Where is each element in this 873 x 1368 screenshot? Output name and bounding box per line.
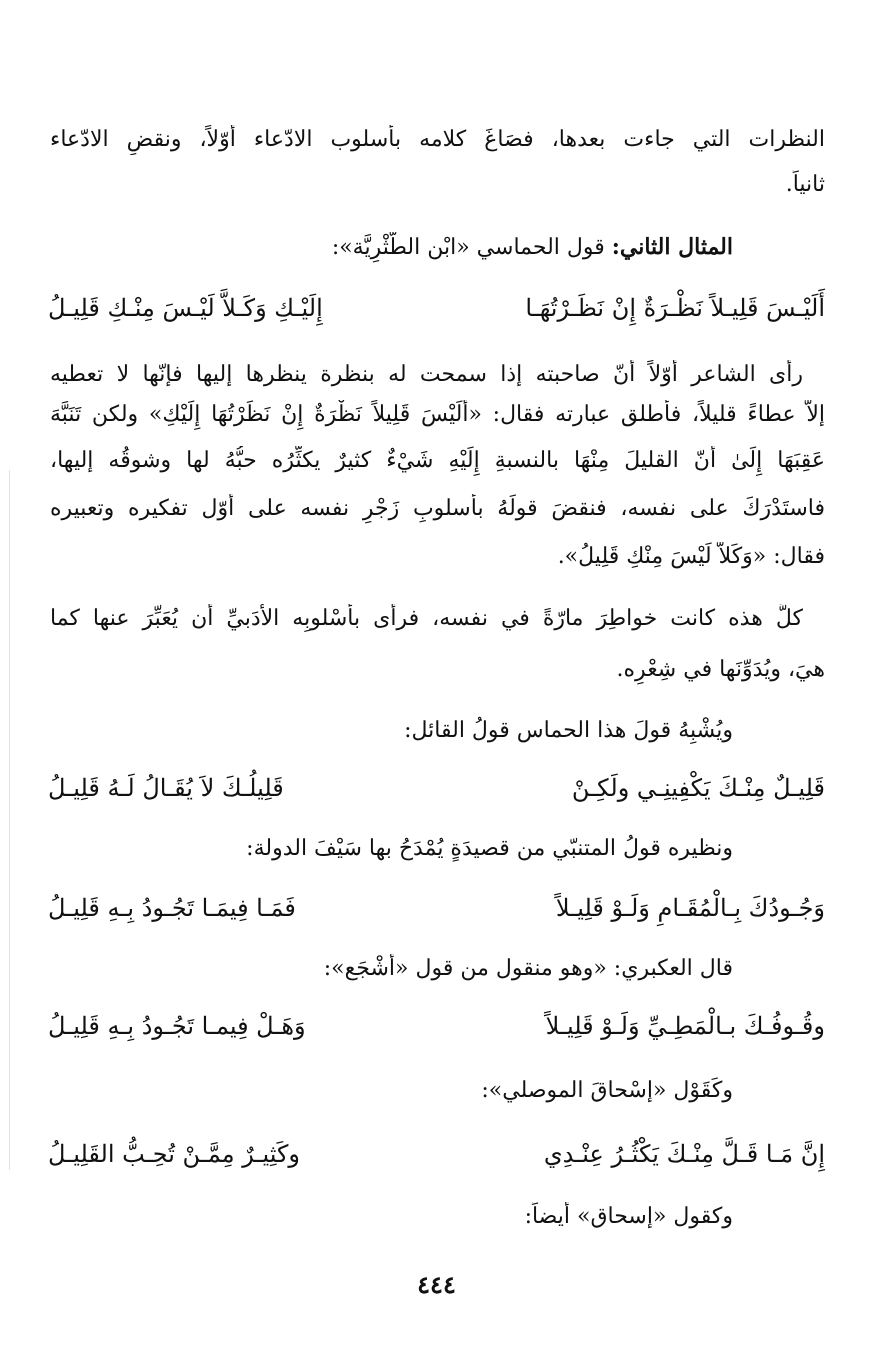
verse-first-hemistich: قَلِيـلٌ مِنْـكَ يَكْفِينِـي ولَكِـنْ — [571, 774, 825, 802]
paragraph-line: كلُّ هذه كانت خواطِرَ مارّةً في نفسه، فرأى بأُسْلوبِه الأَدَبيِّ أن يُعَبِّرَ عنها كما — [50, 606, 803, 631]
paragraph-line: إلاّ عطاءً قليلاً، فأطلق عبارته فقال: «أَلَيْسَ قَلِيلاً نَظْرَةٌ إِنْ نَظَرْتُهَا إِلَيْكِ» ولكن تَنَبَّهَ — [50, 402, 825, 427]
paragraph-line: ونظيره قولُ المتنبّي من قصيدَةٍ يُمْدَحُ بها سَيْفَ الدولة: — [246, 836, 733, 861]
verse-second-hemistich: وكَثِيـرٌ مِمَّـنْ تُحِـبُّ القَلِيـلُ — [48, 1140, 300, 1168]
scan-edge-line — [9, 470, 10, 1170]
verse-second-hemistich: وَهَـلْ فِيمـا تَجُـودُ بِـهِ قَلِيـلُ — [48, 1012, 306, 1040]
paragraph-line: ويُشْبِهُ قولَ هذا الحماس قولُ القائل: — [404, 718, 733, 743]
heading-text: قول الحماسي «ابْن الطَّثْرِيَّة»: — [331, 235, 612, 260]
paragraph-line: وكَقَوْل «إسْحاقَ الموصلي»: — [481, 1078, 733, 1103]
page-number: ٤٤٤ — [417, 1270, 456, 1299]
verse-5 — [48, 1134, 825, 1174]
verse-first-hemistich: إِنَّ مَـا قَـلَّ مِنْـكَ يَكْثُـرُ عِنْـدِي — [543, 1140, 825, 1168]
paragraph-line: النظرات التي جاءت بعدها، فصَاغَ كلامه بأسلوب الادّعاء أوّلاً، ونقضِ الادّعاء — [50, 127, 825, 152]
paragraph-line: وكقول «إسحاق» أيضاً: — [524, 1204, 733, 1229]
heading-label: المثال الثاني: — [611, 234, 733, 260]
verse-3 — [48, 888, 825, 928]
paragraph-line: فقال: «وَكَلاَّ لَيْسَ مِنْكِ قَلِيلُ». — [557, 544, 825, 569]
paragraph-line: هيَ، ويُدَوِّنَها في شِعْرِه. — [616, 657, 825, 682]
verse-first-hemistich: أَلَيْـسَ قَلِيـلاً نَظْـرَةٌ إِنْ نَظَـرْتُهَـا — [525, 294, 825, 322]
verse-second-hemistich: إِلَيْـكِ وَكَـلاَّ لَيْـسَ مِنْـكِ قَلِيـلُ — [48, 294, 323, 322]
paragraph-line: ثانياً. — [785, 172, 825, 197]
verse-first-hemistich: وقُـوفُـكَ بـالْمَطِـيِّ وَلَـوْ قَلِيـلاً — [545, 1012, 825, 1040]
paragraph-line: رأى الشاعر أوّلاً أنّ صاحبته إذا سمحت له بنظرة ينظرها إليها فإنّها لا تعطيه — [50, 362, 803, 387]
verse-second-hemistich: فَمَـا فِيمَـا تَجُـودُ بِـهِ قَلِيـلُ — [48, 894, 296, 922]
verse-second-hemistich: قَلِيلُـكَ لاَ يُقَـالُ لَـهُ قَلِيـلُ — [48, 774, 284, 802]
verse-4 — [48, 1006, 825, 1046]
verse-first-hemistich: وَجُـودُكَ بِـالْمُقَـامِ وَلَـوْ قَلِيـلاً — [555, 894, 825, 922]
paragraph-line: قال العكبري: «وهو منقول من قول «أشْجَع»: — [323, 956, 733, 981]
paragraph-line: فاستَدْرَكَ على نفسه، فنقضَ قولَهُ بأُسلوبِ زَجْرِ نفسه على أوّل تفكيره وتعبيره — [50, 496, 825, 521]
paragraph-line: عَقِبَهَا إِلَىٰ أَنّ القليلَ مِنْهَا بالنسبةِ إِلَيْهِ شَيْءٌ كثيرٌ يكثِّرُه حبُّهُ لها وشوقُه إليها، — [50, 448, 825, 473]
verse-2 — [48, 768, 825, 808]
verse-1 — [48, 288, 825, 328]
example-heading — [0, 232, 733, 263]
